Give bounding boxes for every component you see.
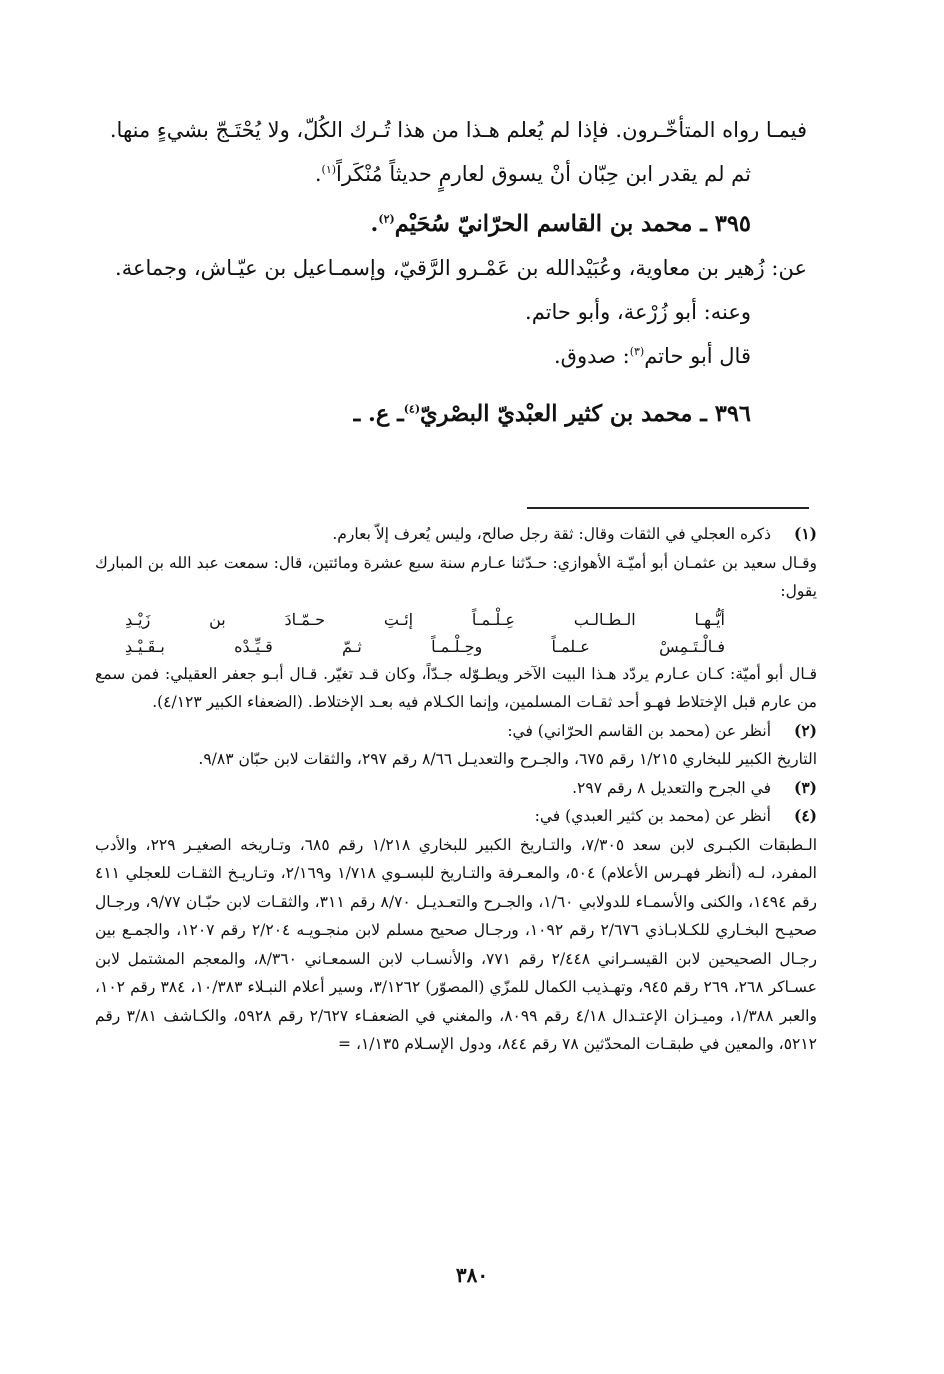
footnote-text: وقـال سعيد بن عثمـان أبو أميّـة الأهوازي: حـدّثنا عـارم سنة سبع عشرة ومائتين، قال: سمعت عبد الله بن المبارك يقول: [95,553,817,600]
footnote-text: ذكره العجلي في الثقات وقال: ثقة رجل صالح، وليس يُعرف إلاّ بعارم. [332,525,771,543]
entry-end: . [370,211,379,237]
footnote-1-continued [95,549,817,717]
entry-heading-395 [85,202,807,246]
footnote-text: أنظر عن (محمد بن كثير العبدي) في: [534,807,771,825]
footnote-mark: (٢) [793,720,817,740]
footnote-2 [95,717,817,746]
paragraph-text: قال أبو حاتم [644,344,751,368]
poem-word: عـلمـاً [551,636,590,656]
paragraph-end: . [314,162,322,186]
footnotes [95,520,817,1059]
footnote-ref-2[interactable]: (٢) [378,212,395,226]
paragraph-ibn-hibban [85,152,807,196]
footnote-text: أنظر عن (محمد بن القاسم الحرّاني) في: [507,721,771,740]
footnote-3 [95,774,817,803]
footnote-text: قـال أبو أميّة: كـان عـارم يردّد هـذا البيت الآخر ويطـوّله جـدّاً، وكان قـد تغيّر. قـال أبـو جعفر العقيلي: فمن سمع من عارم قبل الإختلاط فهـو أحد ثقـات المسلمين، وإنما الكـلام فيه بعـد الإختلاط. (الضعفاء الكبير ٤/١٢٣). [95,664,817,711]
footnote-2-continued [95,745,817,774]
footnote-body [95,520,771,549]
poem-word: إئـتِ [383,609,414,629]
poem-verse-2 [125,633,725,660]
page-number: ٣٨٠ [455,1263,489,1287]
entry-title: ٣٩٦ ـ محمد بن كثير العبْديّ البصْريّ [420,401,751,427]
poem-word: وحِـلْـمـاً [431,636,483,656]
main-text [85,108,807,436]
poem-verse-1 [125,606,725,633]
paragraph-narrators: وعنه: أبو زُرْعة، وأبو حاتم. [525,300,751,324]
paragraph-text-end: : صدوق. [553,344,630,368]
footnote-text: التاريخ الكبير للبخاري ١/٢١٥ رقم ٦٧٥، والجـرح والتعديـل ٨/٦٦ رقم ٢٩٧، والثقات لابن حبّان ٩/٨٣. [198,750,817,768]
paragraph-text: ثم لم يقدر ابن حِبّان أنْ يسوق لعارمٍ حديثاً مُنْكَراً [336,162,751,186]
poem-word: الـطـالـب [573,609,636,629]
paragraph-narrated-from: عن: زُهير بن معاوية، وعُبَيْدالله بن عَمْـرو الرَّقيّ، وإسمـاعيل بن عيّـاش، وجماعة. [115,256,807,280]
entry-heading-396 [85,392,807,436]
footnote-text: الـطبقات الكبـرى لابن سعد ٧/٣٠٥، والتـاريخ الكبير للبخاري ١/٢١٨ رقم ٦٨٥، وتـاريخه الصغيـر ٢٢٩، والأدب المفرد، لـه (أنظر فهـرس الأعلام) ٥٠٤، والمعـرفة والتـاريخ للبسـوي ١/٧١٨ و٢/١٦٩، وتـاريـخ الثقـات للعجلي ٤١١ رقم ١٤٩٤، والكنى والأسمـاء للدولابي ١/٦٠، والجـرح والتعـديـل ٨/٧٠ رقم ٣١١، والثقـات لابن حبّـان ٩/٧٧، ورجـال صحيـح البخـاري للكـلابـاذي ٢/٦٧٦ رقم ١٠٩٢، ورجـال صحيح مسلم لابن منجـويـه ٢/٢٠٤ رقم ١٢٠٧، والجمـع بين رجـال الصحيحين لابن القيسـراني ٢/٤٤٨ رقم ٧٧١، والأنسـاب لابن السمعـاني ٨/٣٦٠، والمعجم المشتمل لابن عسـاكر ٢٦٨، ٢٦٩ رقم ٩٤٥، وتهـذيب الكمال للمزّي (المصوّر) ٣/١٢٦٢، وسير أعلام النبـلاء ١٠/٣٨٣، ٣٨٤ رقم ١٠٢، والعبر ١/٣٨٨، وميـزان الإعتـدال ٤/١٨ رقم ٨٠٩٩، والمغني في الضعفـاء ٢/٦٢٧ رقم ٥٩٢٨، والكـاشف ٣/٨١ رقم ٥٢١٢، والمعين في طبقـات المحدّثين ٧٨ رقم ٨٤٤، ودول الإسـلام ١/١٣٥، = [95,835,818,1053]
poem-word: أيُّـهـا [694,609,725,629]
footnote-mark: (٤) [793,806,817,825]
poem-word: عِـلْـمـاً [471,609,515,629]
footnote-4 [95,802,817,831]
entry-title: ٣٩٥ ـ محمد بن القاسم الحرّانيّ سُحَيْم [394,211,751,237]
footnote-body [95,717,771,746]
poem-word: بن [209,609,226,629]
entry-end: ـ ع. ـ [353,401,404,427]
poem-word: حـمّـادَ [284,609,326,629]
footnote-1 [95,520,817,549]
footnote-mark: (١) [793,524,817,543]
footnote-ref-3[interactable]: (٣) [629,345,645,358]
footnote-ref-4[interactable]: (٤) [403,402,421,416]
poem-word: قـيِّـدْه [234,636,273,656]
footnote-body [95,774,771,803]
footnote-text: في الجرح والتعديل ٨ رقم ٢٩٧. [572,778,771,797]
footnote-4-continued [95,831,817,1059]
poem-word: زَيْـدِ [125,609,151,629]
footnote-separator [527,507,809,509]
paragraph-abu-hatim [85,334,807,378]
poem [125,606,725,660]
footnote-body [95,802,771,831]
poem-word: ثـمّ [342,636,362,656]
footnote-mark: (٣) [793,777,817,797]
footnote-ref-1[interactable]: (١) [321,163,337,176]
poem-word: فـالْـتَـمِسْ [659,636,725,656]
poem-word: بـقَـيْـدِ [125,636,165,656]
paragraph-continuation: فيمـا رواه المتأخّـرون. فإذا لم يُعلم هـذا من هذا تُـرك الكُلّ، ولا يُحْتَـجّ بشيءٍ منها. [109,118,807,142]
